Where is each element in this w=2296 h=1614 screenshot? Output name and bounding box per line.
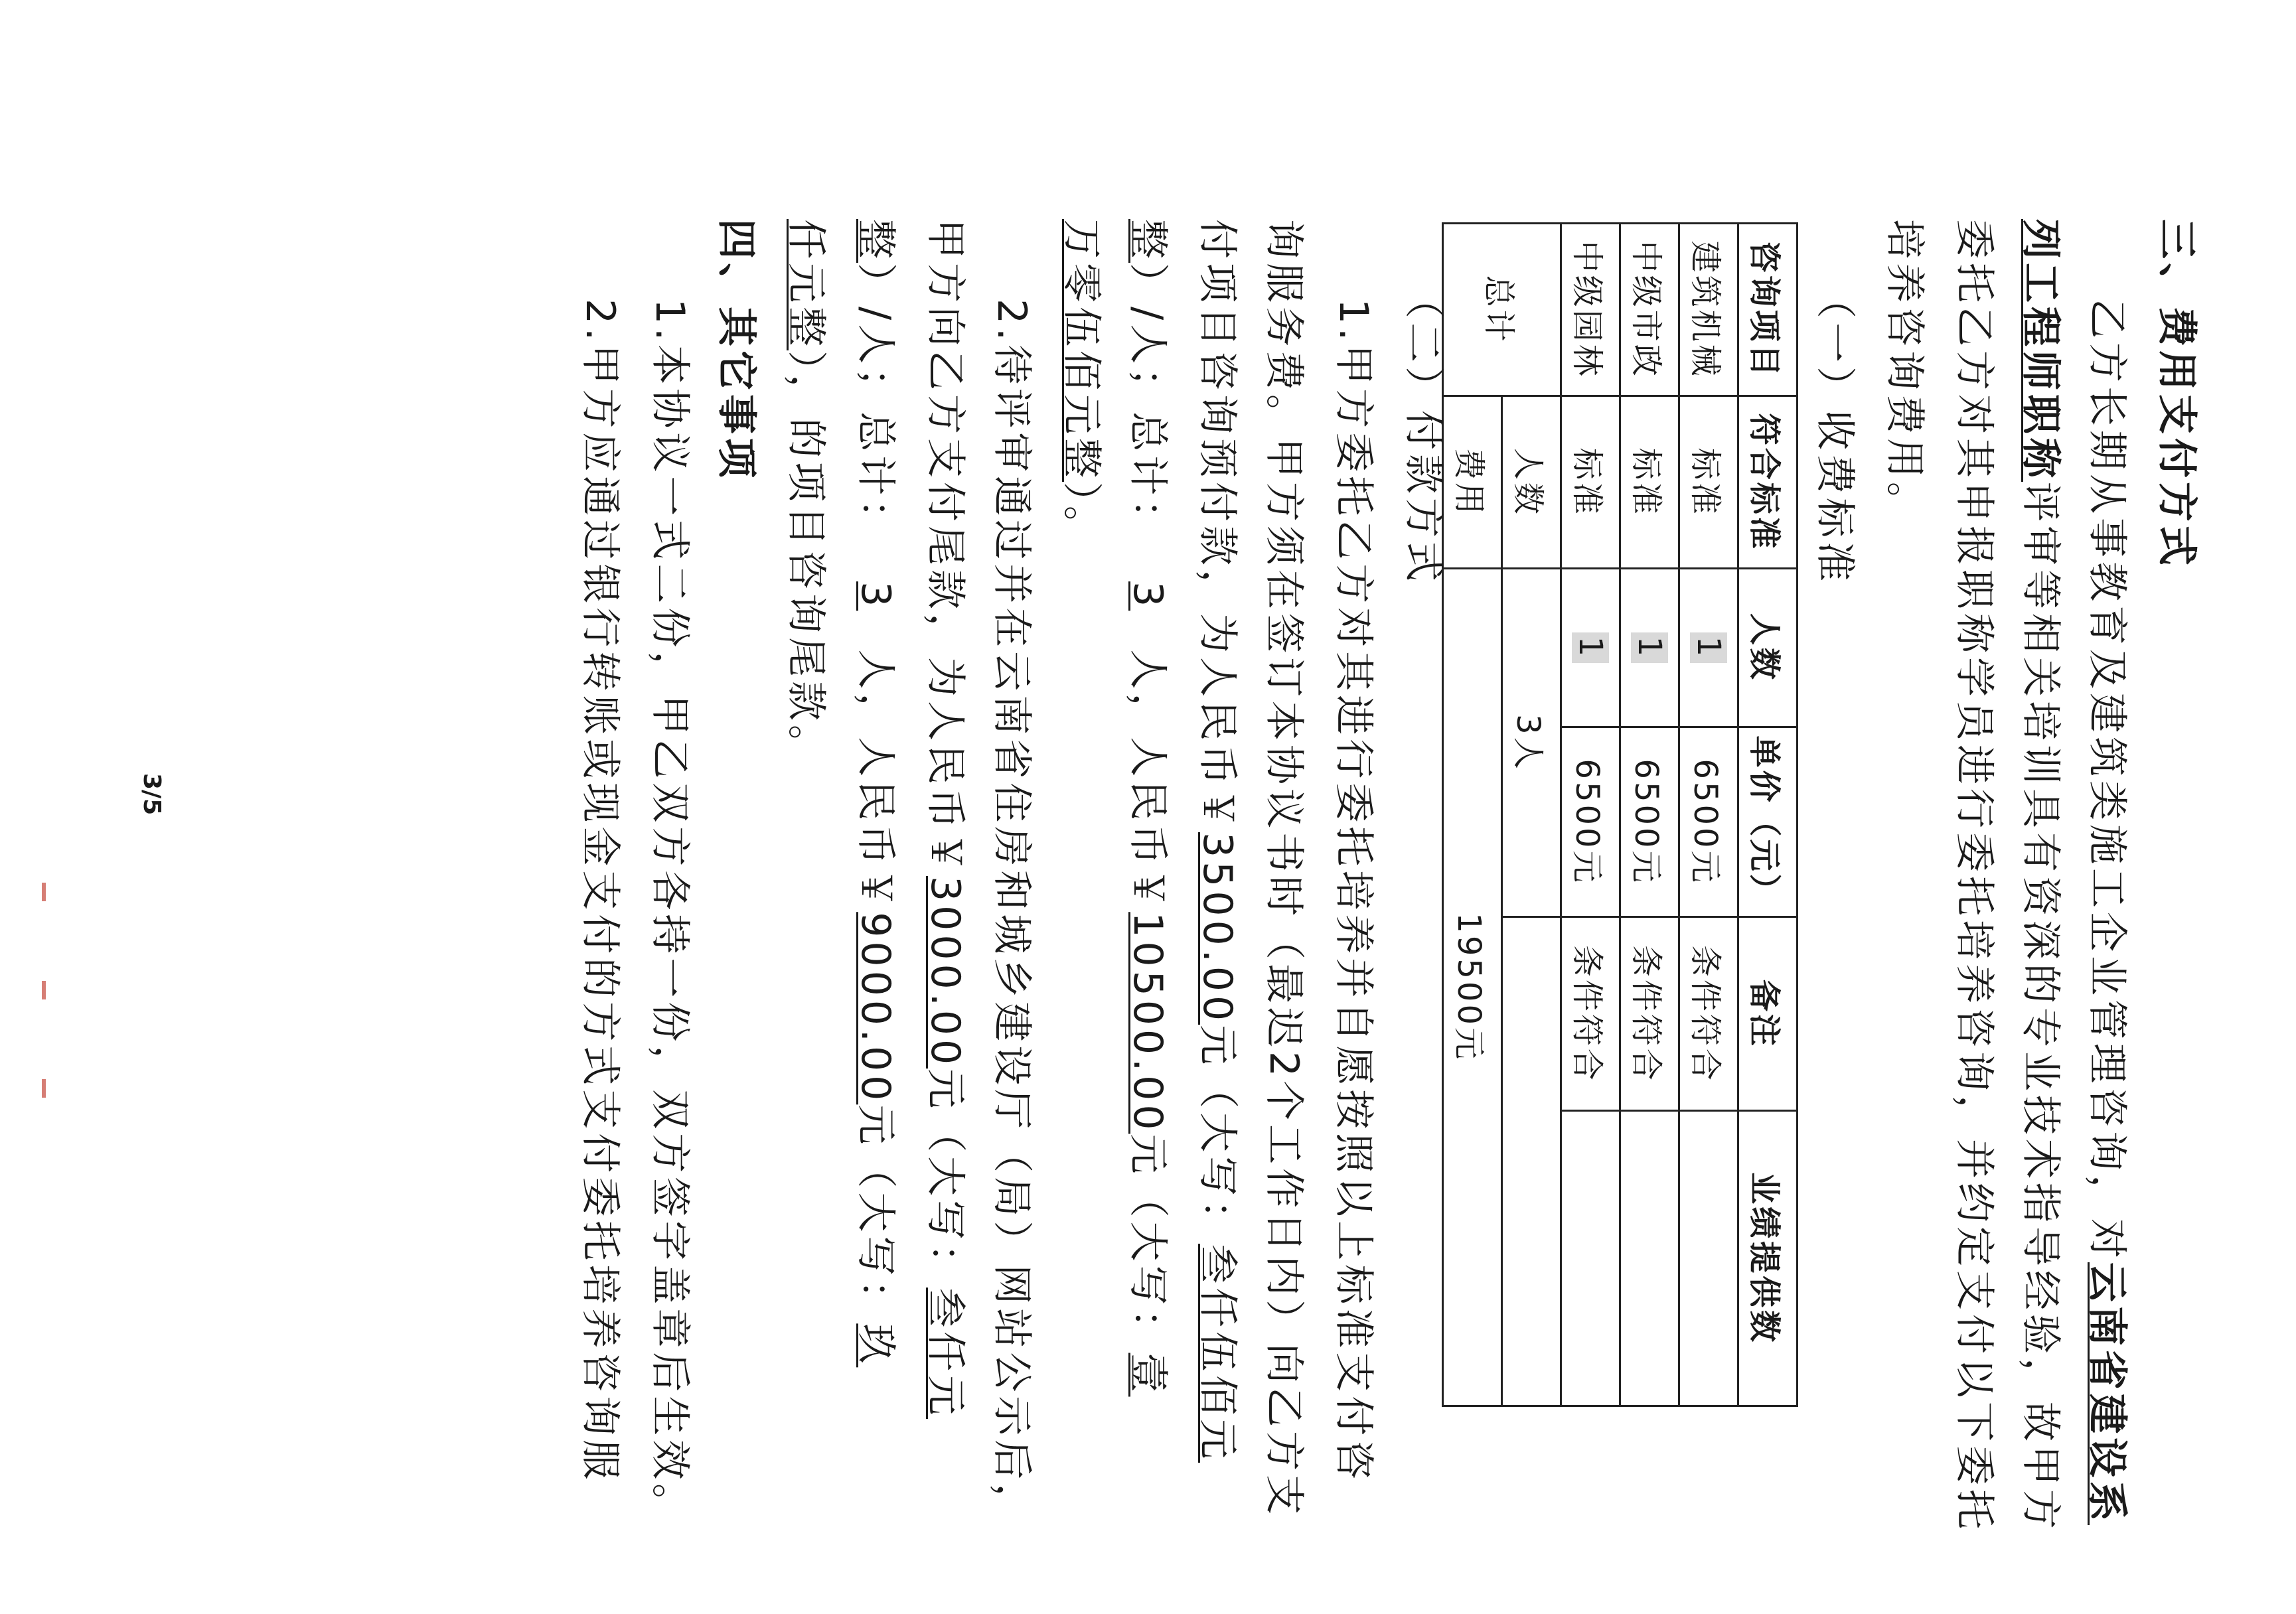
para-text: ）/人；总计： xyxy=(852,263,899,544)
table-cell: 条件符合 xyxy=(1620,917,1679,1111)
section3-para-line3: 委托乙方对其申报职称学员进行委托培养咨询，并约定支付以下委托 xyxy=(1951,219,1997,1533)
para-text: 评审等相关培训具有资深的专业技术指导经验，故甲方 xyxy=(2017,482,2064,1533)
total-upper-blank: 玖 xyxy=(852,1323,899,1368)
total-upper-blank: 万零伍佰元整 xyxy=(1058,219,1105,482)
amount-upper-blank: 整 xyxy=(852,219,899,263)
para-underlined-text: 云南省建设系 xyxy=(2084,1262,2130,1525)
payment-p1-line2: 询服务费。甲方须在签订本协议书时（最迟2个工作日内）向乙方支 xyxy=(1261,219,1307,1519)
red-stamp-marks xyxy=(42,883,46,1098)
para-text: 元（大写： xyxy=(1124,1134,1171,1353)
payment-p1-line4 xyxy=(1124,219,1171,1520)
para-text: 元（大写： xyxy=(922,1068,968,1288)
page-number: 3/5 xyxy=(138,773,165,816)
total-blank: 9000.00 xyxy=(852,912,899,1105)
total-upper-blank: 仟元整 xyxy=(783,219,829,350)
para-underlined-text: 列工程师职称 xyxy=(2017,219,2064,482)
table-row xyxy=(1561,224,1620,1406)
payment-p1-line5 xyxy=(1058,219,1105,1520)
header-cell: 业绩提供数 xyxy=(1738,1111,1798,1406)
section3-para-line4: 培养咨询费用。 xyxy=(1881,219,1928,526)
header-cell: 咨询项目 xyxy=(1738,224,1798,396)
para-text: 甲方向乙方支付尾款，为人民币￥ xyxy=(922,219,968,876)
payment-p1-line1: 1.甲方委托乙方对其进行委托培养并自愿按照以上标准支付咨 xyxy=(1330,299,1377,1484)
fee-value-cell: 19500元 xyxy=(1443,569,1502,1406)
payment-heading: （二）付款方式 xyxy=(1400,279,1446,585)
stamp-fragment xyxy=(42,981,46,999)
amount-blank: 3000.00 xyxy=(922,876,968,1069)
table-row-total xyxy=(1502,224,1561,1406)
table-cell: 6500元 xyxy=(1620,727,1679,917)
people-label-cell: 人数 xyxy=(1502,396,1561,569)
amount-upper-blank: 叁仟元 xyxy=(922,1287,968,1420)
para-text: 付项目咨询预付款，为人民币￥ xyxy=(1194,219,1241,832)
people-value-cell: 3人 xyxy=(1502,569,1561,917)
table-cell xyxy=(1679,1111,1738,1406)
table-cell: 条件符合 xyxy=(1561,917,1620,1111)
section4-item2: 2.甲方应通过银行转账或现金支付的方式支付委托培养咨询服 xyxy=(577,299,623,1484)
para-text: 人，人民币￥ xyxy=(1124,649,1171,913)
total-blank: 10500.00 xyxy=(1124,912,1171,1134)
table-cell-value: 1 xyxy=(1690,632,1727,664)
amount-upper-blank: 整 xyxy=(1124,219,1171,263)
table-cell-value: 1 xyxy=(1631,632,1668,664)
stamp-fragment xyxy=(42,1079,46,1098)
table-cell: 标准 xyxy=(1679,396,1738,569)
amount-upper-blank: 叁仟伍佰元 xyxy=(1194,1244,1241,1463)
table-row-fee xyxy=(1443,224,1502,1406)
para-text: ）/人；总计： xyxy=(1124,263,1171,544)
table-cell: 6500元 xyxy=(1679,727,1738,917)
para-text: 人，人民币￥ xyxy=(852,649,899,913)
table-cell: 中级园林 xyxy=(1561,224,1620,396)
fee-label-cell: 费用 xyxy=(1443,396,1502,569)
table-cell xyxy=(1679,569,1738,727)
table-cell: 标准 xyxy=(1620,396,1679,569)
table-cell-value: 1 xyxy=(1572,632,1609,664)
header-cell: 人数 xyxy=(1738,569,1798,727)
fee-table-header-row xyxy=(1738,224,1798,1406)
section4-item1: 1.本协议一式二份，甲乙双方各持一份，双方签字盖章后生效。 xyxy=(647,299,693,1528)
section4-heading: 四、其它事项 xyxy=(713,219,759,482)
payment-p2-line4 xyxy=(783,219,829,1520)
table-row xyxy=(1679,224,1738,1406)
payment-p2-line2 xyxy=(922,219,968,1520)
table-cell xyxy=(1620,569,1679,727)
payment-p2-line3 xyxy=(852,219,899,1520)
table-cell: 6500元 xyxy=(1561,727,1620,917)
fee-standard-heading: （一）收费标准 xyxy=(1811,279,1858,585)
para-text: 元（大写： xyxy=(852,1104,899,1324)
table-cell xyxy=(1620,1111,1679,1406)
section3-para-line2 xyxy=(2017,219,2064,1533)
payment-p2-line1: 2.待评审通过并在云南省住房和城乡建设厅（局）网站公示后， xyxy=(988,299,1035,1528)
total-label-cell: 总计 xyxy=(1443,224,1561,396)
para-text: ），的项目咨询尾款。 xyxy=(783,350,829,769)
payment-p1-line3 xyxy=(1194,219,1241,1520)
people-blank: 3 xyxy=(1124,581,1171,611)
section3-heading: 三、费用支付方式 xyxy=(2153,219,2200,569)
para-text: ）。 xyxy=(1058,482,1105,550)
table-cell xyxy=(1561,1111,1620,1406)
header-cell: 备注 xyxy=(1738,917,1798,1111)
stamp-fragment xyxy=(42,883,46,901)
fee-table xyxy=(1442,222,1798,1407)
amount-blank: 3500.00 xyxy=(1194,832,1241,1025)
header-cell: 符合标准 xyxy=(1738,396,1798,569)
para-text: 乙方长期从事教育及建筑类施工企业管理咨询，对 xyxy=(2084,299,2130,1262)
para-text: 元（大写： xyxy=(1194,1025,1241,1244)
table-cell: 标准 xyxy=(1561,396,1620,569)
table-row xyxy=(1620,224,1679,1406)
header-cell: 单价（元） xyxy=(1738,727,1798,917)
table-cell: 中级市政 xyxy=(1620,224,1679,396)
empty-cell xyxy=(1502,917,1561,1406)
table-cell: 条件符合 xyxy=(1679,917,1738,1111)
people-blank: 3 xyxy=(852,581,899,611)
table-cell xyxy=(1561,569,1620,727)
table-cell: 建筑机械 xyxy=(1679,224,1738,396)
total-upper-blank: 壹 xyxy=(1124,1353,1171,1397)
section3-para-line1 xyxy=(2084,219,2130,1525)
